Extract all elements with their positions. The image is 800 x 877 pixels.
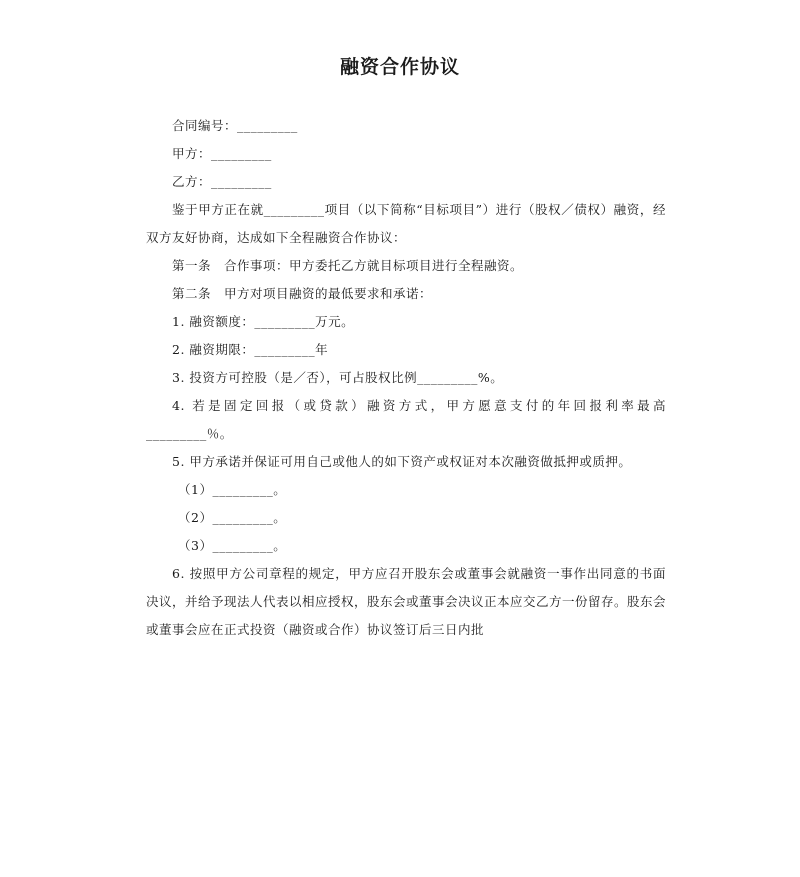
collateral-item-3: （3）_________。 <box>178 538 287 553</box>
collateral-item-2: （2）_________。 <box>178 510 287 525</box>
party-a-line: 甲方：_________ <box>172 146 272 161</box>
preamble-paragraph: 鉴于甲方正在就_________项目（以下简称“目标项目”）进行（股权／债权）融资，经双方友好协商，达成如下全程融资合作协议： <box>146 202 666 245</box>
item-shareholder-resolution: 6. 按照甲方公司章程的规定，甲方应召开股东会或董事会就融资一事作出同意的书面决议，并给予现法人代表以相应授权，股东会或董事会决议正本应交乙方一份留存。股东会或董事会应在正式投资（融资或合作）协议签订后三日内批 <box>146 566 667 637</box>
item-controlling-stake: 3. 投资方可控股（是／否），可占股权比例_________%。 <box>172 370 504 385</box>
document-title: 融资合作协议 <box>339 56 460 78</box>
item-financing-term: 2. 融资期限：_________年 <box>172 342 329 357</box>
item-fixed-return: 4. 若是固定回报（或贷款）融资方式，甲方愿意支付的年回报利率最高_________％。 <box>146 398 666 441</box>
item-financing-amount: 1. 融资额度：_________万元。 <box>172 314 355 329</box>
item-collateral-commitment: 5. 甲方承诺并保证可用自己或他人的如下资产或权证对本次融资做抵押或质押。 <box>172 454 632 469</box>
article-two: 第二条 甲方对项目融资的最低要求和承诺： <box>172 286 433 301</box>
document-body <box>146 112 666 644</box>
article-one: 第一条 合作事项：甲方委托乙方就目标项目进行全程融资。 <box>172 258 524 273</box>
contract-number-line: 合同编号：_________ <box>172 118 298 133</box>
collateral-item-1: （1）_________。 <box>178 482 287 497</box>
party-b-line: 乙方：_________ <box>172 174 272 189</box>
